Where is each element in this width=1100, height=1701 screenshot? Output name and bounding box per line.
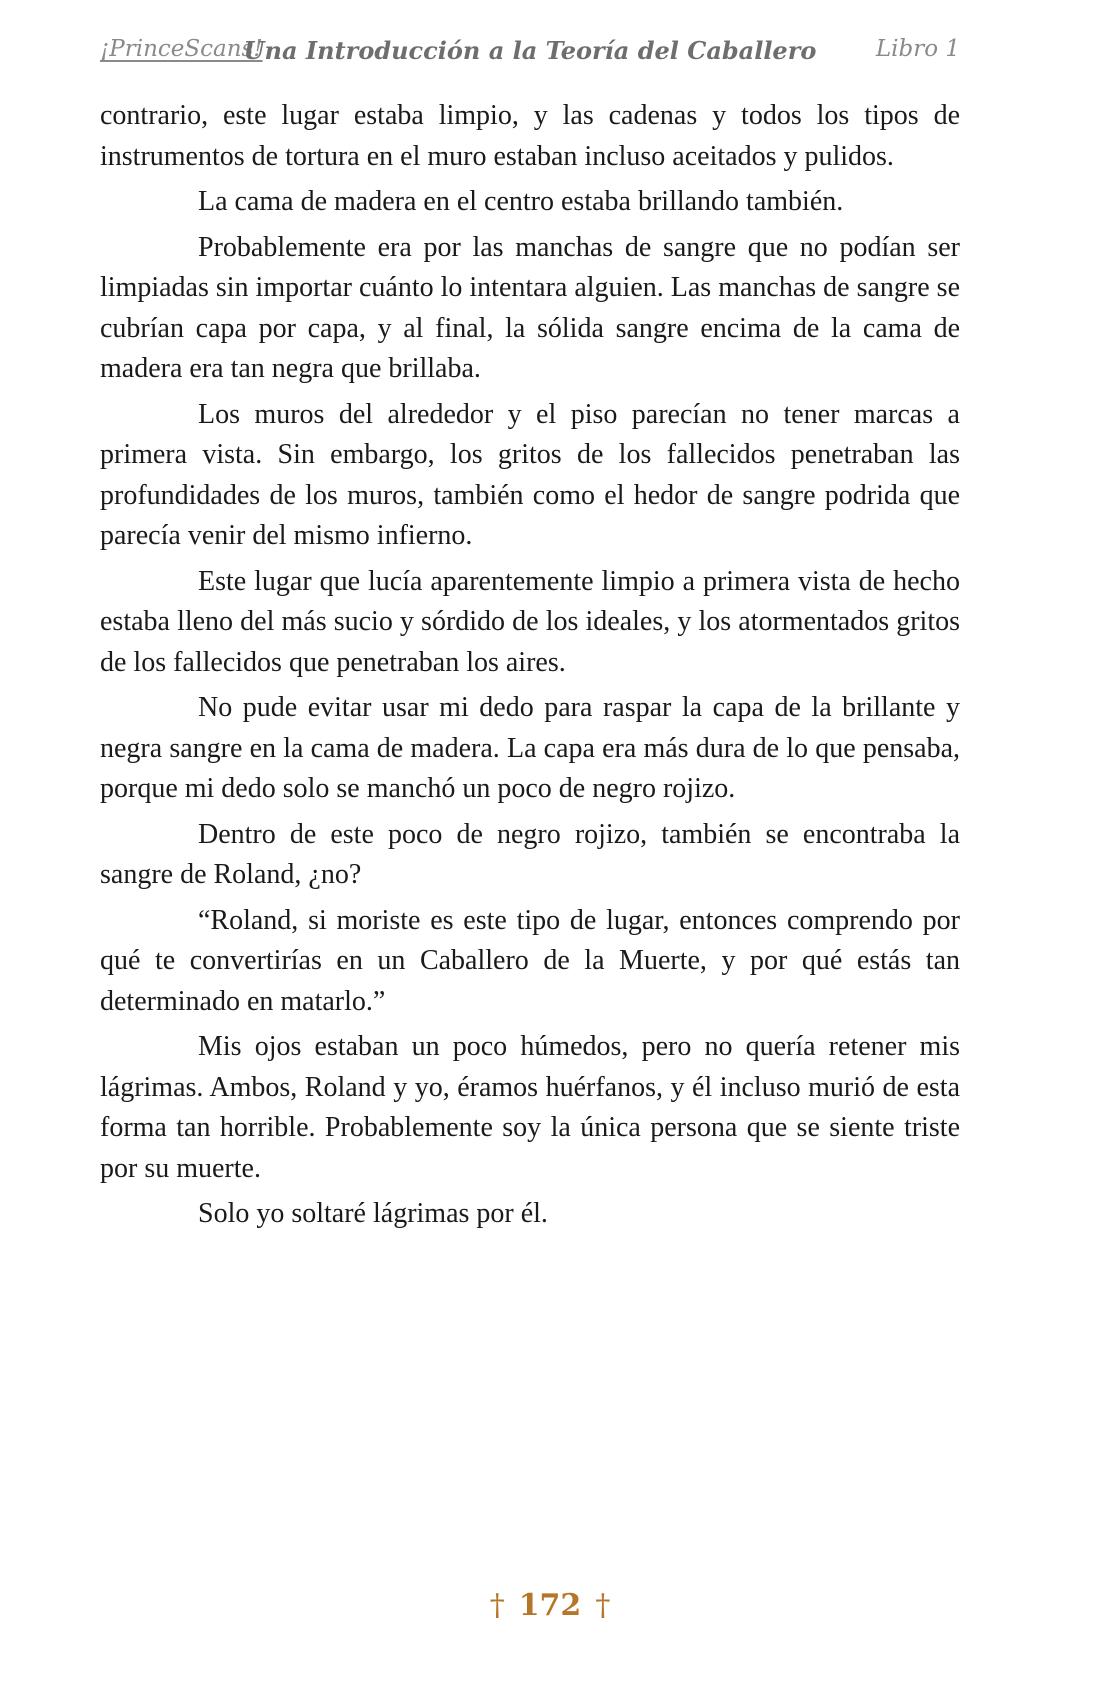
page-body (100, 96, 960, 1240)
scanlation-group-label: ¡PrinceScans! (100, 36, 263, 62)
page-number: 172 (518, 1588, 582, 1623)
paragraph: Dentro de este poco de negro rojizo, también se encontraba la sangre de Roland, ¿no? (100, 818, 960, 890)
page-footer (0, 1588, 1100, 1623)
paragraph: Probablemente era por las manchas de sangre que no podían ser limpiadas sin importar cuánto lo intentara alguien. Las manchas de sangre se cubrían capa por capa, y al final, la sólida sangre encima de la cama de madera era tan negra que brillaba. (100, 231, 960, 384)
paragraph: No pude evitar usar mi dedo para raspar la capa de la brillante y negra sangre en la cama de madera. La capa era más dura de lo que pensaba, porque mi dedo solo se manchó un poco de negro rojizo. (100, 692, 960, 804)
paragraph: Solo yo soltaré lágrimas por él. (198, 1198, 548, 1229)
dagger-ornament-icon: † (489, 1588, 505, 1623)
paragraph: Mis ojos estaban un poco húmedos, pero no quería retener mis lágrimas. Ambos, Roland y yo, éramos huérfanos, y él incluso murió de esta forma tan horrible. Probablemente soy la única persona que se siente triste por su muerte. (100, 1031, 960, 1184)
book-title: Una Introducción a la Teoría del Caballero (243, 36, 817, 65)
paragraph: Los muros del alrededor y el piso parecían no tener marcas a primera vista. Sin embargo, los gritos de los fallecidos penetraban las profundidades de los muros, también como el hedor de sangre podrida que parecía venir del mismo infierno. (100, 398, 960, 551)
paragraph: contrario, este lugar estaba limpio, y las cadenas y todos los tipos de instrumentos de tortura en el muro estaban incluso aceitados y pulidos. (100, 100, 960, 172)
dagger-ornament-icon: † (595, 1588, 611, 1623)
volume-label: Libro 1 (875, 36, 960, 62)
paragraph: La cama de madera en el centro estaba brillando también. (198, 186, 844, 217)
paragraph: “Roland, si moriste es este tipo de lugar, entonces comprendo por qué te convertirías en un Caballero de la Muerte, y por qué estás tan determinado en matarlo.” (100, 904, 960, 1017)
paragraph: Este lugar que lucía aparentemente limpio a primera vista de hecho estaba lleno del más sucio y sórdido de los ideales, y los atormentados gritos de los fallecidos que penetraban los aires. (100, 565, 960, 678)
page-header (100, 36, 960, 76)
